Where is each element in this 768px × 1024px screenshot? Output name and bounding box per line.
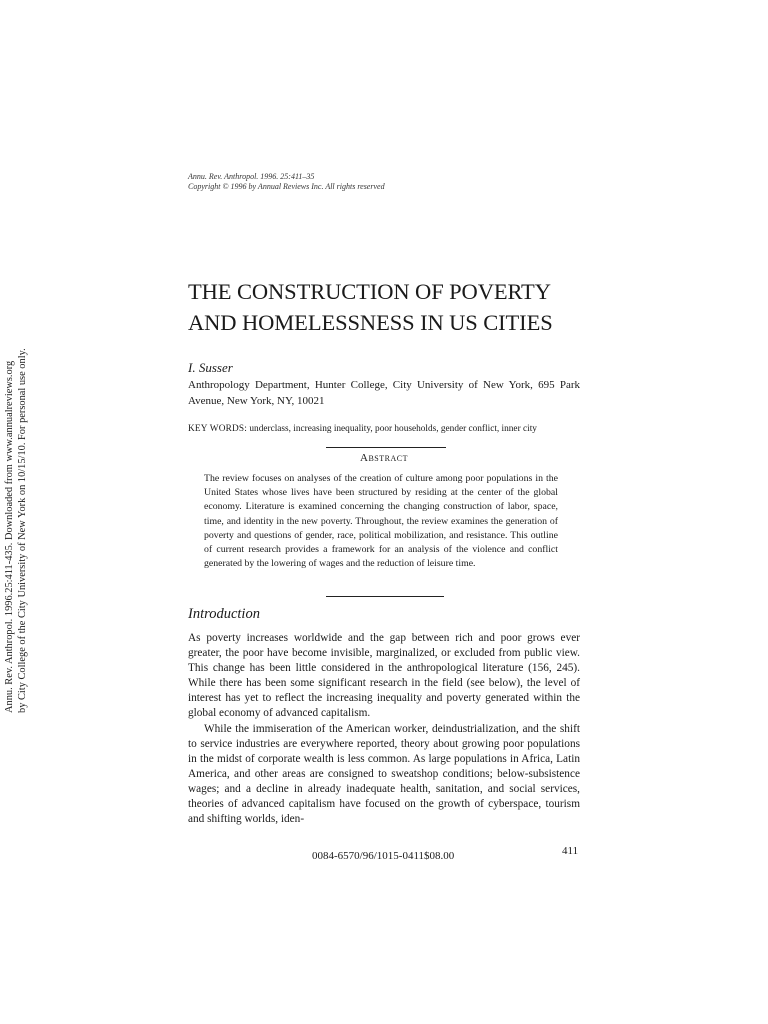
introduction-heading: Introduction xyxy=(188,606,260,622)
abstract-heading: Abstract xyxy=(360,452,408,464)
page-number: 411 xyxy=(562,845,579,857)
keywords xyxy=(188,424,608,434)
download-notice-line-2: by City College of the City University of New York on 10/15/10. For personal use only. xyxy=(17,348,28,713)
introduction-body xyxy=(188,631,580,827)
author-name: I. Susser xyxy=(188,360,233,375)
download-notice-line-1: Annu. Rev. Anthropol. 1996.25:411-435. Downloaded from www.annualreviews.org xyxy=(4,360,15,713)
journal-citation: Annu. Rev. Anthropol. 1996. 25:411–35 xyxy=(188,172,315,181)
author-affiliation: Anthropology Department, Hunter College, City University of New York, 695 Park Avenue, New York, NY, 10021 xyxy=(188,379,580,407)
article-title-line-2: AND HOMELESSNESS IN US CITIES xyxy=(188,310,553,335)
download-notice xyxy=(3,333,47,713)
article-title xyxy=(188,276,608,338)
abstract-bottom-rule xyxy=(326,596,444,597)
abstract-top-rule xyxy=(326,447,446,448)
article-title-line-1: THE CONSTRUCTION OF POVERTY xyxy=(188,279,551,304)
introduction-paragraph-1: As poverty increases worldwide and the gap between rich and poor grows ever greater, the poor have become invisible, marginalized, or excluded from public view. This change has been little considered in the anthropological literature (156, 245). While there has been some significant research in the field (see below), the level of interest has yet to reflect the increasing inequality and poverty generated within the global economy of advanced capitalism. xyxy=(188,632,580,720)
keywords-terms: underclass, increasing inequality, poor households, gender conflict, inner city xyxy=(249,424,537,434)
price-code: 0084-6570/96/1015-0411$08.00 xyxy=(312,850,455,862)
introduction-paragraph-2: While the immiseration of the American worker, deindustrialization, and the shift to service industries are everywhere reported, theory about growing poor populations in the midst of corporate wealth is less common. As large populations in Africa, Latin America, and other areas are consigned to sweatshop conditions; below-subsistence wages; and a decline in already inadequate health, sanitation, and social services, theories of advanced capitalism have focused on the growth of cyberspace, tourism and shifting worlds, iden- xyxy=(188,722,580,826)
abstract-text: The review focuses on analyses of the creation of culture among poor populations in the United States whose lives have been structured by residing at the center of the global economy. Literature is examined concerning the changing construction of labor, space, time, and identity in the new poverty. Throughout, the review examines the generation of poverty and questions of gender, race, political mobilization, and resistance. This outline of current research provides a framework for an analysis of the violence and conflict generated by the lowering of wages and the reduction of leisure time. xyxy=(204,473,558,570)
keywords-label: KEY WORDS: xyxy=(188,424,248,434)
journal-header xyxy=(188,172,385,192)
journal-copyright: Copyright © 1996 by Annual Reviews Inc. All rights reserved xyxy=(188,182,385,191)
